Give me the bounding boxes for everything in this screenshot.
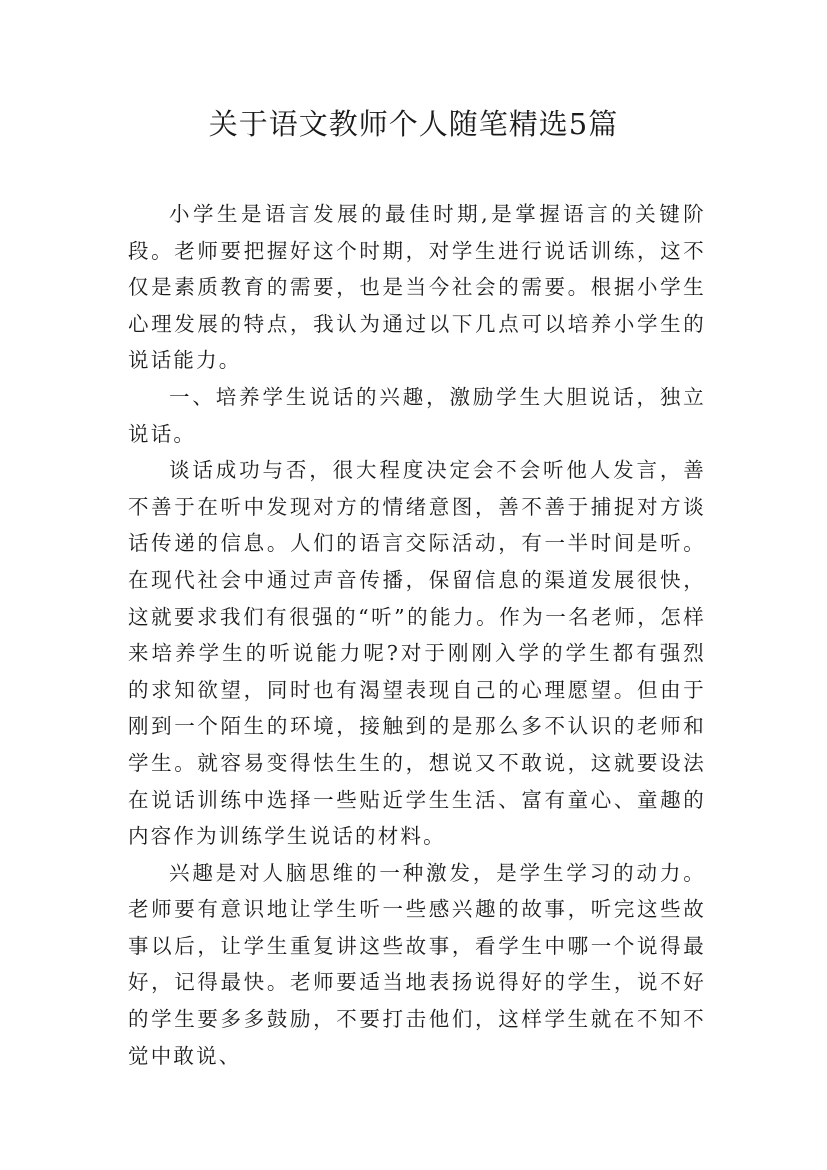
paragraph-intro: 小学生是语言发展的最佳时期,是掌握语言的关键阶段。老师要把握好这个时期，对学生进行说话训练，这不仅是素质教育的需要，也是当今社会的需要。根据小学生心理发展的特点，我认为通过以下几点可以培养小学生的说话能力。 — [128, 202, 706, 373]
document-title: 关于语文教师个人随笔精选5篇 — [208, 107, 619, 141]
document-body — [128, 196, 706, 1074]
paragraph-heading-one: 一、培养学生说话的兴趣，激励学生大胆说话，独立说话。 — [128, 384, 706, 446]
paragraph-listening: 谈话成功与否，很大程度决定会不会听他人发言，善不善于在听中发现对方的情绪意图，善不善于捕捉对方谈话传递的信息。人们的语言交际活动，有一半时间是听。在现代社会中通过声音传播，保留信息的渠道发展很快，这就要求我们有很强的“听”的能力。作为一名老师，怎样来培养学生的听说能力呢?对于刚刚入学的学生都有强烈的求知欲望，同时也有渴望表现自己的心理愿望。但由于刚到一个陌生的环境，接触到的是那么多不认识的老师和学生。就容易变得怯生生的，想说又不敢说，这就要设法在说话训练中选择一些贴近学生生活、富有童心、童趣的内容作为训练学生说话的材料。 — [128, 458, 706, 849]
paragraph-interest: 兴趣是对人脑思维的一种激发，是学生学习的动力。老师要有意识地让学生听一些感兴趣的故事，听完这些故事以后，让学生重复讲这些故事，看学生中哪一个说得最好，记得最快。老师要适当地表扬说得好的学生，说不好的学生要多多鼓励，不要打击他们，这样学生就在不知不觉中敢说、 — [128, 860, 706, 1068]
